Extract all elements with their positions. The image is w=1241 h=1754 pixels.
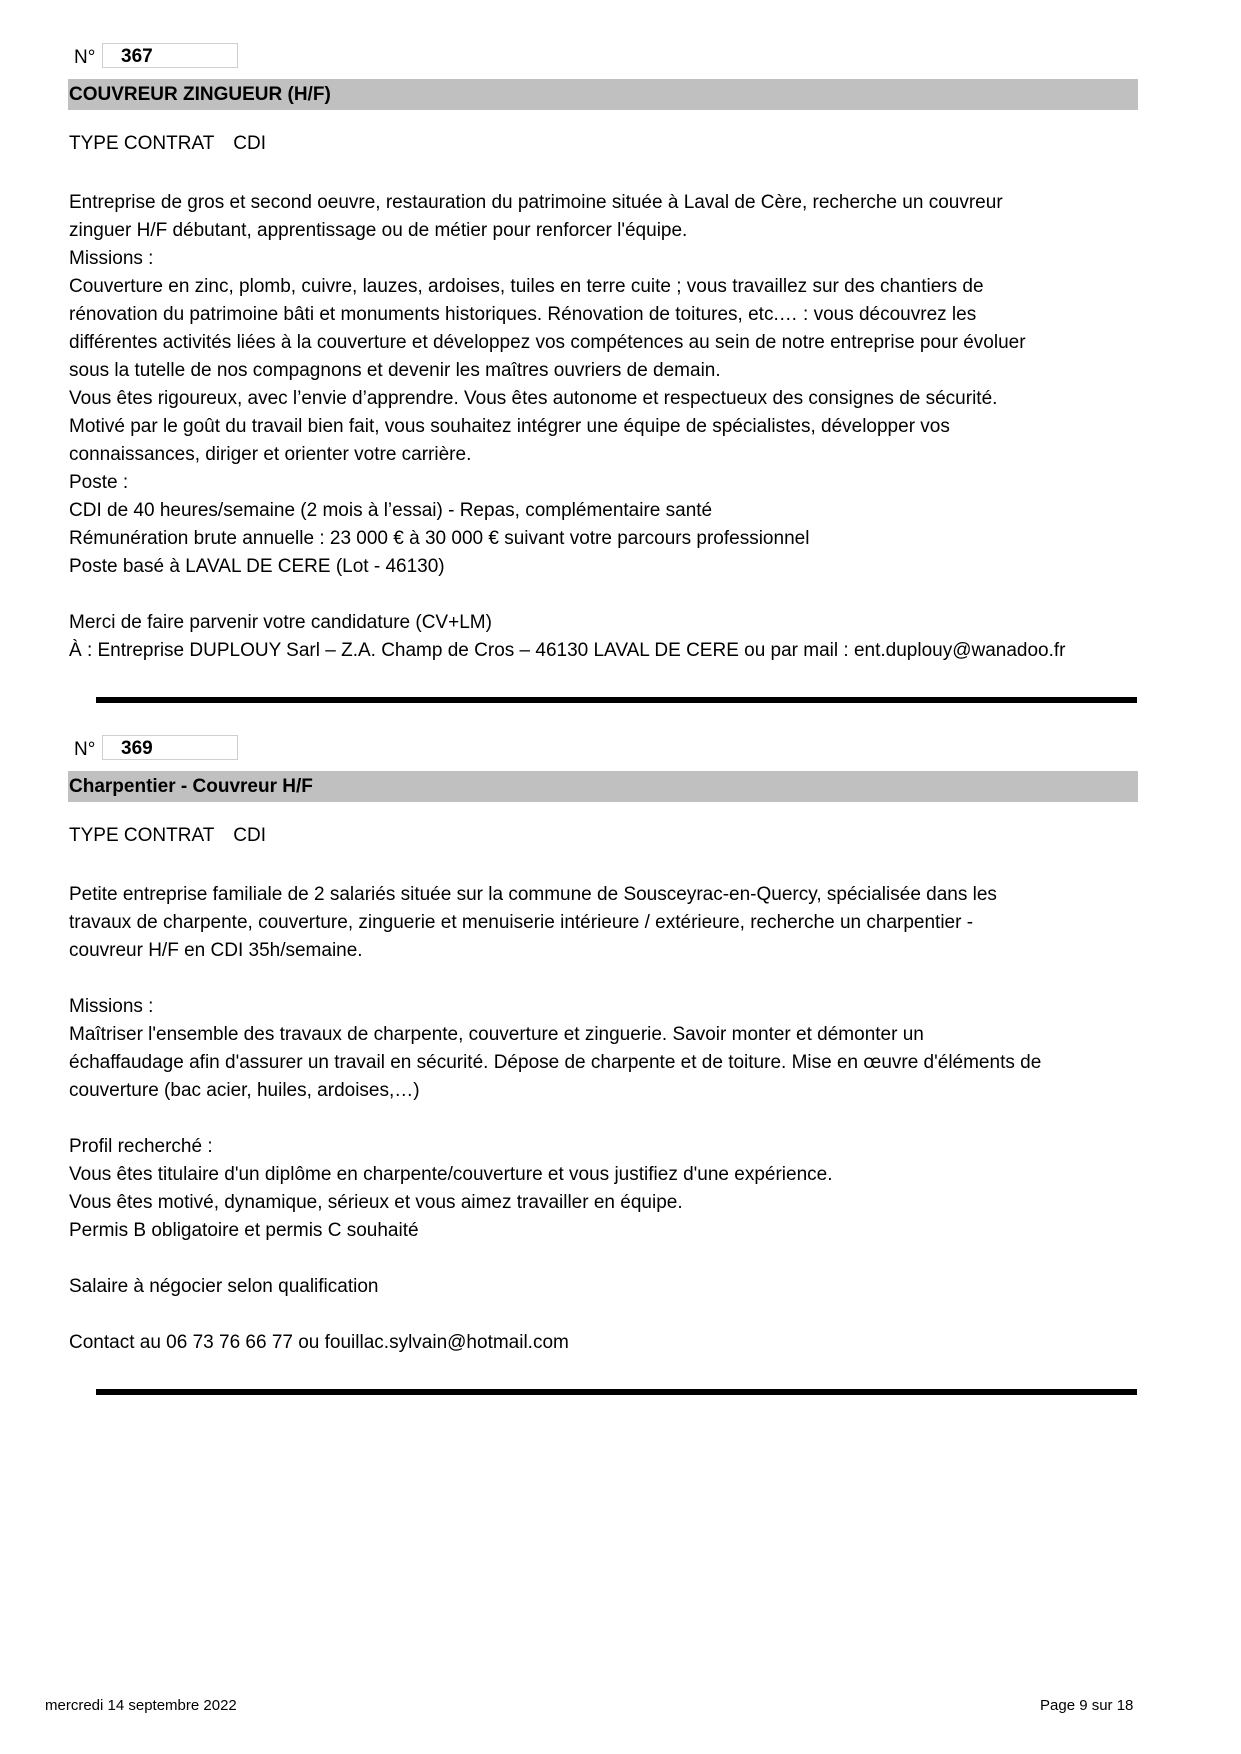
offer-number-row xyxy=(68,735,1148,763)
offer-number: 367 xyxy=(102,43,238,68)
offer-description xyxy=(69,881,1149,1357)
text-line: différentes activités liées à la couverture et développez vos compétences au sein de notre entreprise pour évoluer xyxy=(69,332,1026,353)
text-line: Permis B obligatoire et permis C souhaité xyxy=(69,1220,419,1241)
text-line: connaissances, diriger et orienter votre carrière. xyxy=(69,444,472,465)
contract-type-label: TYPE CONTRAT xyxy=(69,825,214,846)
offer-title: COUVREUR ZINGUEUR (H/F) xyxy=(68,79,1138,110)
text-line: échaffaudage afin d'assurer un travail en sécurité. Dépose de charpente et de toiture. Mise en œuvre d'éléments de xyxy=(69,1052,1042,1073)
text-line: Petite entreprise familiale de 2 salariés située sur la commune de Sousceyrac-en-Quercy, spécialisée dans les xyxy=(69,884,997,905)
blank-line xyxy=(69,581,1149,609)
text-line: travaux de charpente, couverture, zinguerie et menuiserie intérieure / extérieure, recherche un charpentier - xyxy=(69,912,974,933)
job-offer xyxy=(68,735,1148,1353)
text-line: Salaire à négocier selon qualification xyxy=(69,1276,379,1297)
text-line: zinguer H/F débutant, apprentissage ou de métier pour renforcer l'équipe. xyxy=(69,220,688,241)
job-offer xyxy=(68,43,1148,661)
separator-rule xyxy=(96,697,1137,703)
text-line: Poste : xyxy=(69,472,129,493)
separator-rule xyxy=(96,1389,1137,1395)
text-line: CDI de 40 heures/semaine (2 mois à l’essai) - Repas, complémentaire santé xyxy=(69,500,713,521)
contract-type xyxy=(69,825,266,847)
text-line: Vous êtes titulaire d'un diplôme en charpente/couverture et vous justifiez d'une expérience. xyxy=(69,1164,833,1185)
text-line: Couverture en zinc, plomb, cuivre, lauzes, ardoises, tuiles en terre cuite ; vous travaillez sur des chantiers de xyxy=(69,276,984,297)
offer-number-label: N° xyxy=(74,739,96,760)
text-line: Rémunération brute annuelle : 23 000 € à 30 000 € suivant votre parcours professionnel xyxy=(69,528,810,549)
footer-date: mercredi 14 septembre 2022 xyxy=(45,1697,237,1714)
blank-line xyxy=(69,1301,1149,1329)
text-line: couverture (bac acier, huiles, ardoises,…) xyxy=(69,1080,420,1101)
text-line: Merci de faire parvenir votre candidature (CV+LM) xyxy=(69,612,492,633)
offer-number-row xyxy=(68,43,1148,71)
text-line: Poste basé à LAVAL DE CERE (Lot - 46130) xyxy=(69,556,445,577)
text-line: rénovation du patrimoine bâti et monuments historiques. Rénovation de toitures, etc.… : vous découvrez les xyxy=(69,304,977,325)
text-line: Profil recherché : xyxy=(69,1136,213,1157)
offer-number-label: N° xyxy=(74,47,96,68)
text-line: Maîtriser l'ensemble des travaux de charpente, couverture et zinguerie. Savoir monter et démonter un xyxy=(69,1024,924,1045)
text-line: couvreur H/F en CDI 35h/semaine. xyxy=(69,940,363,961)
text-line: sous la tutelle de nos compagnons et devenir les maîtres ouvriers de demain. xyxy=(69,360,721,381)
text-line: Contact au 06 73 76 66 77 ou fouillac.sylvain@hotmail.com xyxy=(69,1332,569,1353)
text-line: Vous êtes motivé, dynamique, sérieux et vous aimez travailler en équipe. xyxy=(69,1192,683,1213)
offer-title: Charpentier - Couvreur H/F xyxy=(68,771,1138,802)
text-line: Entreprise de gros et second oeuvre, restauration du patrimoine située à Laval de Cère, recherche un couvreur xyxy=(69,192,1003,213)
blank-line xyxy=(69,965,1149,993)
offer-description xyxy=(69,189,1149,665)
blank-line xyxy=(69,1105,1149,1133)
footer-page-number: Page 9 sur 18 xyxy=(1040,1697,1134,1714)
offer-number: 369 xyxy=(102,735,238,760)
blank-line xyxy=(69,1245,1149,1273)
text-line: Motivé par le goût du travail bien fait, vous souhaitez intégrer une équipe de spécialistes, développer vos xyxy=(69,416,950,437)
contract-type-value: CDI xyxy=(233,133,266,154)
text-line: À : Entreprise DUPLOUY Sarl – Z.A. Champ de Cros – 46130 LAVAL DE CERE ou par mail : ent.duplouy@wanadoo.fr xyxy=(69,640,1066,661)
text-line: Missions : xyxy=(69,996,154,1017)
text-line: Vous êtes rigoureux, avec l’envie d’apprendre. Vous êtes autonome et respectueux des consignes de sécurité. xyxy=(69,388,998,409)
contract-type-label: TYPE CONTRAT xyxy=(69,133,214,154)
contract-type xyxy=(69,133,266,155)
text-line: Missions : xyxy=(69,248,154,269)
contract-type-value: CDI xyxy=(233,825,266,846)
